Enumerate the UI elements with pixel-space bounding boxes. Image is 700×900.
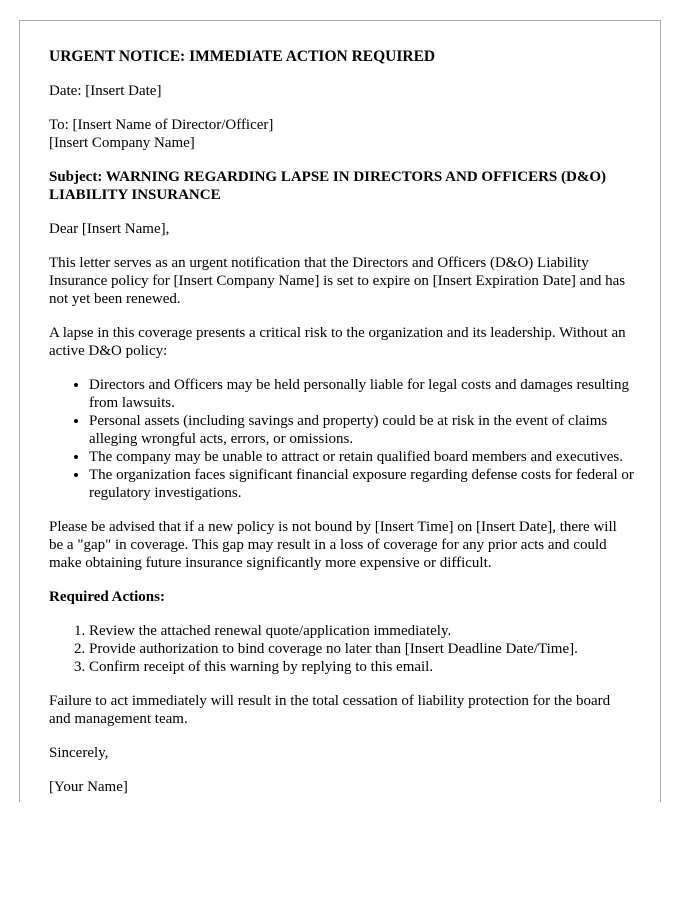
action-item: 3. Confirm receipt of this warning by replying to this email. <box>89 658 634 676</box>
subject-line <box>49 168 634 204</box>
subject-text: WARNING REGARDING LAPSE IN DIRECTORS AND OFFICERS (D&O) LIABILITY INSURANCE <box>49 169 606 203</box>
actions-heading <box>49 588 634 606</box>
recipient-company: [Insert Company Name] <box>49 135 195 151</box>
actions-heading-text: Required Actions: <box>49 589 165 605</box>
letter-body <box>49 48 634 802</box>
recipient-block <box>49 116 634 152</box>
risk-item: • The organization faces significant financial exposure regarding defense costs for federal or regulatory investigations. <box>89 466 634 502</box>
paragraph-gap: Please be advised that if a new policy is not bound by [Insert Time] on [Insert Date], there will be a "gap" in coverage. This gap may result in a loss of coverage for any prior acts and could make obtaining future insurance significantly more expensive or difficult. <box>49 519 617 571</box>
paragraph-risk: A lapse in this coverage presents a critical risk to the organization and its leadership. Without an active D&O policy: <box>49 325 626 359</box>
letter-heading: URGENT NOTICE: IMMEDIATE ACTION REQUIRED <box>49 48 436 65</box>
risk-list <box>49 376 634 502</box>
risk-item: • Personal assets (including savings and property) could be at risk in the event of claims alleging wrongful acts, errors, or omissions. <box>89 412 634 448</box>
letter-page <box>19 20 661 802</box>
action-item: 2. Provide authorization to bind coverage no later than [Insert Deadline Date/Time]. <box>89 640 634 658</box>
date-line: Date: [Insert Date] <box>49 83 162 99</box>
paragraph-intro: This letter serves as an urgent notification that the Directors and Officers (D&O) Liability Insurance policy for [Insert Company Name] is set to expire on [Insert Expiration Date] and has not yet been renewed. <box>49 255 626 307</box>
risk-item: • The company may be unable to attract or retain qualified board members and executives. <box>89 448 634 466</box>
risk-item: • Directors and Officers may be held personally liable for legal costs and damages resulting from lawsuits. <box>89 376 634 412</box>
action-item: 1. Review the attached renewal quote/application immediately. <box>89 622 634 640</box>
recipient-name: To: [Insert Name of Director/Officer] <box>49 117 274 133</box>
paragraph-failure: Failure to act immediately will result in the total cessation of liability protection for the board and management team. <box>49 693 611 727</box>
signature: [Your Name] <box>49 779 128 795</box>
closing: Sincerely, <box>49 745 109 761</box>
salutation: Dear [Insert Name], <box>49 221 170 237</box>
subject-label: Subject: <box>49 169 103 185</box>
actions-list <box>49 622 634 676</box>
